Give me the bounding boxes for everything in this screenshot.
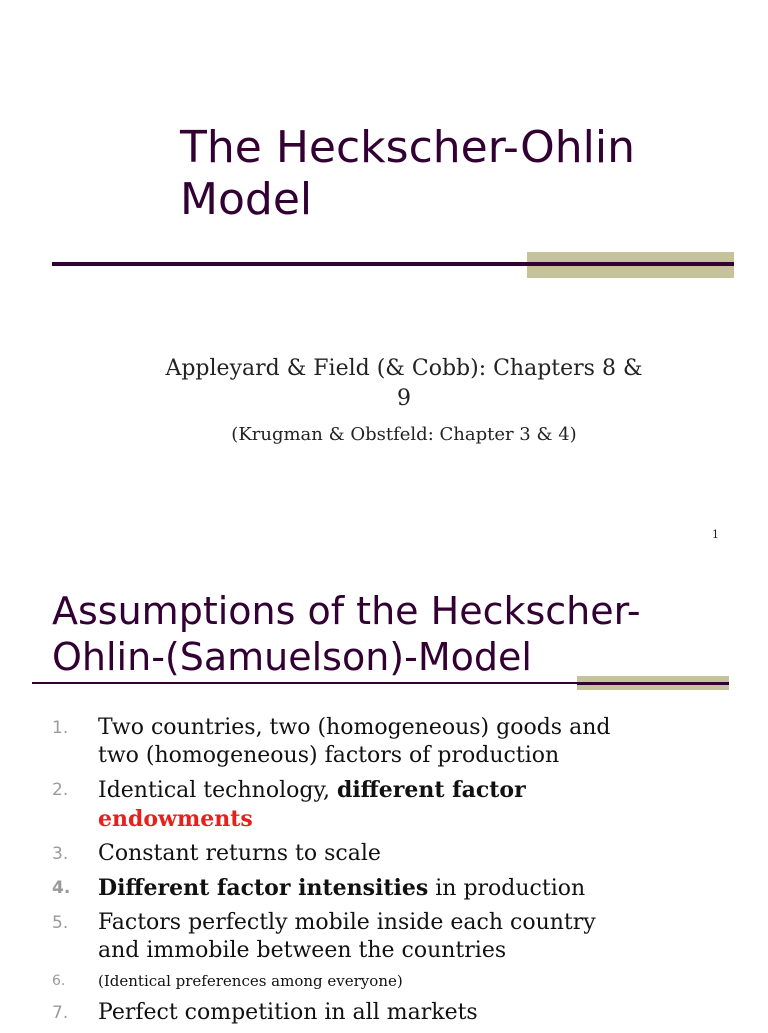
subtitle-line-1: Appleyard & Field (& Cobb): Chapters 8 & [165,356,643,381]
slide-title [52,588,752,680]
list-item [52,714,752,770]
title-divider-accent-line [577,682,729,685]
list-item [52,840,752,868]
item-number: 7. [52,1003,69,1023]
item-text-line-1: Two countries, two (homogeneous) goods and [98,715,611,740]
item-text-line-2: and immobile between the countries [98,938,507,963]
slide-subtitle [100,354,708,414]
item-number: 6. [52,973,66,989]
subtitle-line-2: 9 [397,386,411,411]
item-text: Identical technology, [98,778,337,803]
title-line-1: The Heckscher-Ohlin [180,122,635,173]
page-number: 1 [712,528,719,541]
item-text: Constant returns to scale [98,841,381,866]
item-number: 2. [52,780,69,800]
assumptions-slide [0,560,768,1024]
item-highlight-text: endowments [98,806,253,832]
item-bold-text: Different factor intensities [98,875,429,901]
item-text: Perfect competition in all markets [98,1000,478,1025]
item-text-line-2: two (homogeneous) factors of production [98,743,560,768]
slide-subnote: (Krugman & Obstfeld: Chapter 3 & 4) [231,424,577,445]
title-line-2: Ohlin-(Samuelson)-Model [52,635,532,679]
item-number: 5. [52,913,69,933]
item-text: in production [428,876,586,901]
item-number: 3. [52,844,69,864]
slide-title [180,122,740,226]
title-line-1: Assumptions of the Heckscher- [52,589,641,633]
title-divider-accent-line [527,262,734,266]
assumptions-list [52,714,752,1033]
item-bold-text: different factor [336,777,526,803]
title-line-2: Model [180,174,313,225]
list-item [52,776,752,834]
item-number: 4. [52,878,71,898]
item-text: (Identical preferences among everyone) [98,972,403,990]
list-item [52,971,752,991]
item-text-line-1: Factors perfectly mobile inside each country [98,910,596,935]
list-item [52,874,752,903]
list-item [52,909,752,965]
title-divider-line [32,682,577,684]
item-number: 1. [52,718,69,738]
list-item [52,999,752,1027]
